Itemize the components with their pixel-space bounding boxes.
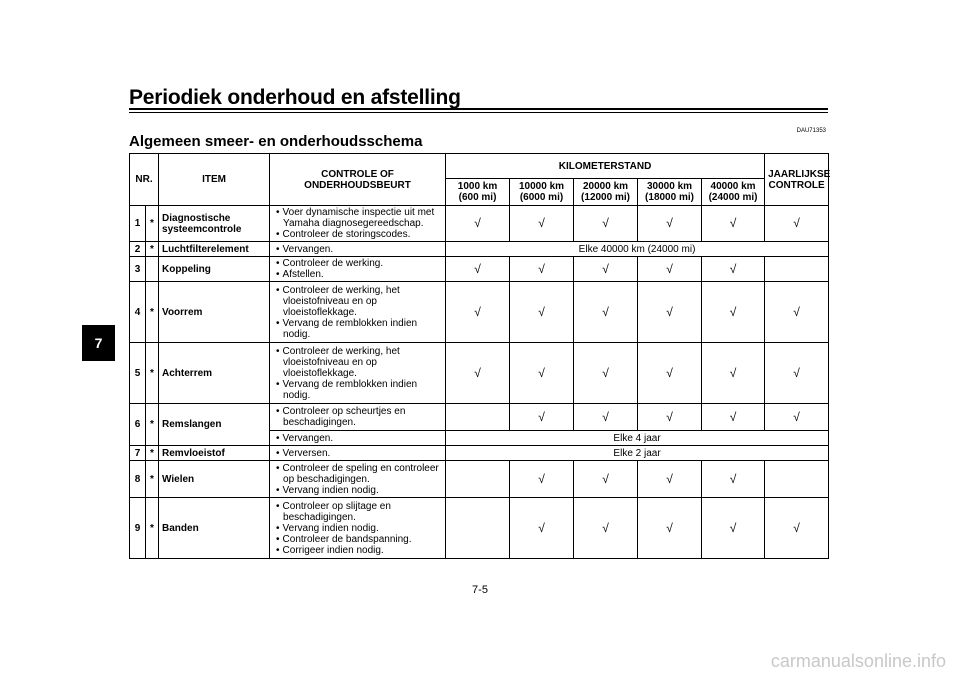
check-mark: √ [574, 461, 638, 498]
header-annual: JAARLIJKSE CONTROLE [765, 154, 829, 206]
row-item: Luchtfilterelement [159, 242, 270, 257]
check-mark: √ [510, 257, 574, 282]
check-mark: √ [510, 343, 574, 404]
row-nr: 2 [130, 242, 146, 257]
document-code: DAU71353 [796, 128, 826, 134]
row-star: * [146, 498, 159, 559]
row-item: Remslangen [159, 404, 270, 446]
row-nr: 1 [130, 206, 146, 242]
row-item: Koppeling [159, 257, 270, 282]
row-checks [270, 282, 446, 343]
table-row [130, 242, 829, 257]
table-row [130, 282, 829, 343]
check-mark: √ [765, 404, 829, 431]
check-item: • Voer dynamische inspectie uit met Yamaha diagnosegereedschap. [273, 207, 442, 229]
empty-cell [446, 404, 510, 431]
interval-note: Elke 2 jaar [446, 446, 829, 461]
maintenance-schedule-table [129, 153, 829, 559]
check-item: • Controleer de speling en controleer op beschadigingen. [273, 463, 442, 485]
row-star: * [146, 242, 159, 257]
check-item: • Controleer de werking, het vloeistofniveau en op vloeistoflekkage. [273, 285, 442, 318]
row-nr: 7 [130, 446, 146, 461]
check-mark: √ [638, 257, 702, 282]
check-item: • Vervang de remblokken indien nodig. [273, 318, 442, 340]
header-km-40000: 40000 km (24000 mi) [702, 179, 765, 206]
row-star: * [146, 461, 159, 498]
page-title: Periodiek onderhoud en afstelling [129, 86, 461, 109]
check-mark: √ [638, 343, 702, 404]
empty-cell [446, 498, 510, 559]
row-star: * [146, 282, 159, 343]
check-mark: √ [702, 498, 765, 559]
row-star: * [146, 206, 159, 242]
check-mark: √ [446, 343, 510, 404]
check-mark: √ [638, 498, 702, 559]
table-row [130, 257, 829, 282]
check-mark: √ [638, 461, 702, 498]
row-item: Achterrem [159, 343, 270, 404]
row-nr: 8 [130, 461, 146, 498]
header-nr: NR. [130, 154, 159, 206]
check-item: • Controleer de werking, het vloeistofniveau en op vloeistoflekkage. [273, 346, 442, 379]
check-mark: √ [510, 206, 574, 242]
header-km-30000: 30000 km (18000 mi) [638, 179, 702, 206]
row-checks [270, 431, 446, 446]
row-item: Remvloeistof [159, 446, 270, 461]
check-mark: √ [765, 343, 829, 404]
row-checks [270, 257, 446, 282]
check-mark: √ [510, 498, 574, 559]
table-row [130, 206, 829, 242]
table-row [130, 404, 829, 431]
check-mark: √ [765, 498, 829, 559]
check-item: • Vervang indien nodig. [273, 523, 442, 534]
section-title: Algemeen smeer- en onderhoudsschema [129, 133, 423, 150]
row-checks [270, 498, 446, 559]
header-km-10000: 10000 km (6000 mi) [510, 179, 574, 206]
check-mark: √ [638, 206, 702, 242]
watermark: carmanualsonline.info [770, 651, 946, 671]
header-item: ITEM [159, 154, 270, 206]
title-rule-thin [129, 112, 828, 113]
check-mark: √ [765, 282, 829, 343]
row-checks [270, 343, 446, 404]
check-mark: √ [702, 257, 765, 282]
check-mark: √ [574, 206, 638, 242]
check-item: • Verversen. [273, 448, 442, 459]
row-checks [270, 446, 446, 461]
page-number: 7-5 [472, 584, 488, 596]
check-item: • Corrigeer indien nodig. [273, 545, 442, 556]
row-checks [270, 206, 446, 242]
row-item: Voorrem [159, 282, 270, 343]
row-item: Banden [159, 498, 270, 559]
check-item: • Controleer op slijtage en beschadigingen. [273, 501, 442, 523]
header-odometer: KILOMETERSTAND [446, 154, 765, 179]
interval-note: Elke 40000 km (24000 mi) [446, 242, 829, 257]
check-mark: √ [574, 343, 638, 404]
row-star: * [146, 343, 159, 404]
row-checks [270, 461, 446, 498]
check-item: • Controleer op scheurtjes en beschadigingen. [273, 406, 442, 428]
check-mark: √ [574, 498, 638, 559]
check-item: • Afstellen. [273, 269, 442, 280]
check-mark: √ [702, 404, 765, 431]
row-star: * [146, 446, 159, 461]
header-km-1000: 1000 km (600 mi) [446, 179, 510, 206]
check-mark: √ [702, 461, 765, 498]
check-mark: √ [702, 343, 765, 404]
check-item: • Controleer de bandspanning. [273, 534, 442, 545]
row-item: Diagnostische systeemcontrole [159, 206, 270, 242]
empty-cell [446, 461, 510, 498]
check-mark: √ [510, 404, 574, 431]
check-mark: √ [638, 404, 702, 431]
table-row [130, 498, 829, 559]
row-nr: 5 [130, 343, 146, 404]
check-mark: √ [446, 282, 510, 343]
check-item: • Vervang de remblokken indien nodig. [273, 379, 442, 401]
row-nr: 6 [130, 404, 146, 446]
check-mark: √ [446, 206, 510, 242]
check-item: • Controleer de werking. [273, 258, 442, 269]
header-km-20000: 20000 km (12000 mi) [574, 179, 638, 206]
check-mark: √ [638, 282, 702, 343]
check-mark: √ [702, 282, 765, 343]
check-item: • Vervang indien nodig. [273, 485, 442, 496]
check-mark: √ [510, 461, 574, 498]
table-row [130, 446, 829, 461]
check-item: • Vervangen. [273, 244, 442, 255]
title-rule [129, 108, 828, 110]
table-row [130, 461, 829, 498]
check-mark: √ [574, 257, 638, 282]
empty-cell [765, 257, 829, 282]
row-item: Wielen [159, 461, 270, 498]
check-mark: √ [446, 257, 510, 282]
row-nr: 4 [130, 282, 146, 343]
check-item: • Vervangen. [273, 433, 442, 444]
check-mark: √ [765, 206, 829, 242]
row-star [146, 257, 159, 282]
row-star: * [146, 404, 159, 446]
interval-note: Elke 4 jaar [446, 431, 829, 446]
check-item: • Controleer de storingscodes. [273, 229, 442, 240]
check-mark: √ [702, 206, 765, 242]
row-checks [270, 404, 446, 431]
check-mark: √ [574, 404, 638, 431]
header-check: CONTROLE OF ONDERHOUDSBEURT [270, 154, 446, 206]
table-header-row [130, 154, 829, 179]
row-nr: 9 [130, 498, 146, 559]
check-mark: √ [510, 282, 574, 343]
row-checks [270, 242, 446, 257]
chapter-tab: 7 [82, 325, 115, 361]
empty-cell [765, 461, 829, 498]
row-nr: 3 [130, 257, 146, 282]
table-row [130, 343, 829, 404]
check-mark: √ [574, 282, 638, 343]
